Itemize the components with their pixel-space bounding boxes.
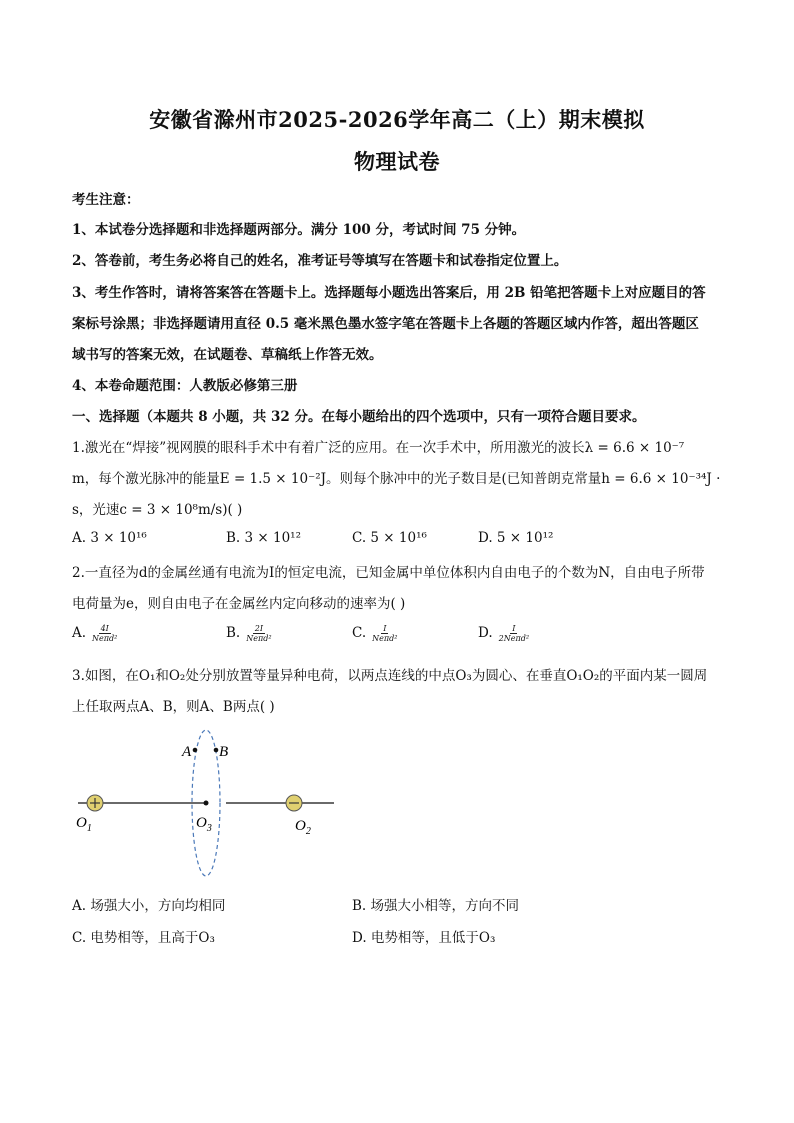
label-o3-sub: 3	[206, 823, 212, 834]
notice-item-3-line-2: 案标号涂黑；非选择题请用直径 0.5 毫米黑色墨水签字笔在答题卡上各题的答题区域内作答，超出答题区	[72, 316, 699, 332]
q2-line-2: 电荷量为e，则自由电子在金属丝内定向移动的速率为( )	[72, 596, 406, 612]
label-o1-main: O	[76, 815, 87, 831]
label-o2-sub: 2	[305, 826, 311, 837]
q3-option-d: D. 电势相等，且低于O₃	[352, 930, 496, 946]
q3-option-b: B. 场强大小相等，方向不同	[352, 898, 520, 914]
q2-option-c-numerator: I	[383, 624, 387, 633]
q2-option-a-label: A.	[72, 625, 87, 641]
notice-item-4: 4、本卷命题范围：人教版必修第三册	[72, 378, 298, 394]
notice-item-2: 2、答卷前，考生务必将自己的姓名，准考证号等填写在答题卡和试卷指定位置上。	[72, 253, 568, 269]
q2-option-b-label: B.	[226, 625, 241, 641]
q1-line-2: m，每个激光脉冲的能量E = 1.5 × 10⁻²J。则每个脉冲中的光子数目是(已知普朗克常量h = 6.6 × 10⁻³⁴J ·	[72, 471, 721, 487]
label-o3-main: O	[196, 815, 207, 831]
q2-option-c-label: C.	[352, 625, 367, 641]
q2-option-b	[226, 624, 274, 643]
notice-item-3-line-1: 3、考生作答时，请将答案答在答题卡上。选择题每小题选出答案后，用 2B 铅笔把答题卡上对应题目的答	[72, 285, 706, 301]
q2-option-d-fraction	[497, 624, 531, 643]
q3-option-a: A. 场强大小，方向均相同	[72, 898, 226, 914]
q1-line-1: 1.激光在“焊接”视网膜的眼科手术中有着广泛的应用。在一次手术中，所用激光的波长λ = 6.6 × 10⁻⁷	[72, 440, 685, 456]
label-o2-main: O	[295, 818, 306, 834]
q3-line-2: 上任取两点A、B，则A、B两点( )	[72, 699, 275, 715]
q3-figure	[72, 724, 352, 888]
q2-option-d-numerator: I	[512, 624, 516, 633]
q1-option-c: C. 5 × 10¹⁶	[352, 530, 427, 546]
label-b: B	[219, 744, 229, 760]
q1-option-b: B. 3 × 10¹²	[226, 530, 301, 546]
point-a	[193, 748, 198, 753]
q2-option-a-numerator: 4I	[100, 624, 109, 633]
page-subtitle: 物理试卷	[354, 149, 440, 174]
q2-option-c-denominator: Neπd²	[372, 634, 398, 643]
q3-option-c: C. 电势相等，且高于O₃	[72, 930, 215, 946]
label-o2	[295, 818, 311, 837]
q2-option-c	[352, 624, 399, 643]
q2-option-b-numerator: 2I	[254, 624, 263, 633]
label-a: A	[182, 744, 192, 760]
q1-line-3: s，光速c = 3 × 10⁸m/s)( )	[72, 502, 243, 518]
q2-option-a-fraction	[90, 624, 119, 643]
notice-heading: 考生注意：	[72, 192, 140, 208]
point-b	[214, 748, 219, 753]
q2-option-d-denominator: 2Neπd²	[498, 634, 530, 643]
q2-option-b-denominator: Neπd²	[246, 634, 272, 643]
q1-option-a: A. 3 × 10¹⁶	[72, 530, 147, 546]
label-o1-sub: 1	[86, 823, 92, 834]
q2-line-1: 2.一直径为d的金属丝通有电流为I的恒定电流，已知金属中单位体积内自由电子的个数为N，自由电子所带	[72, 565, 705, 581]
notice-item-3-line-3: 域书写的答案无效，在试题卷、草稿纸上作答无效。	[72, 347, 383, 363]
q2-option-d	[478, 624, 531, 643]
q3-line-1: 3.如图，在O₁和O₂处分别放置等量异种电荷，以两点连线的中点O₃为圆心、在垂直O₁O₂的平面内某一圆周	[72, 668, 708, 684]
page-title: 安徽省滁州市2025-2026学年高二（上）期末模拟	[149, 107, 645, 132]
section-1-heading: 一、选择题（本题共 8 小题，共 32 分。在每小题给出的四个选项中，只有一项符合题目要求。	[72, 409, 646, 425]
q1-option-d: D. 5 × 10¹²	[478, 530, 554, 546]
q2-option-d-label: D.	[478, 625, 493, 641]
q2-option-b-fraction	[244, 624, 273, 643]
q2-option-c-fraction	[370, 624, 399, 643]
q3-figure-svg	[72, 724, 352, 884]
notice-item-1: 1、本试卷分选择题和非选择题两部分。满分 100 分，考试时间 75 分钟。	[72, 222, 526, 238]
label-o3	[196, 815, 212, 834]
label-o1	[76, 815, 92, 834]
q2-option-a	[72, 624, 119, 643]
q2-option-a-denominator: Neπd²	[92, 634, 118, 643]
point-o3	[204, 801, 209, 806]
